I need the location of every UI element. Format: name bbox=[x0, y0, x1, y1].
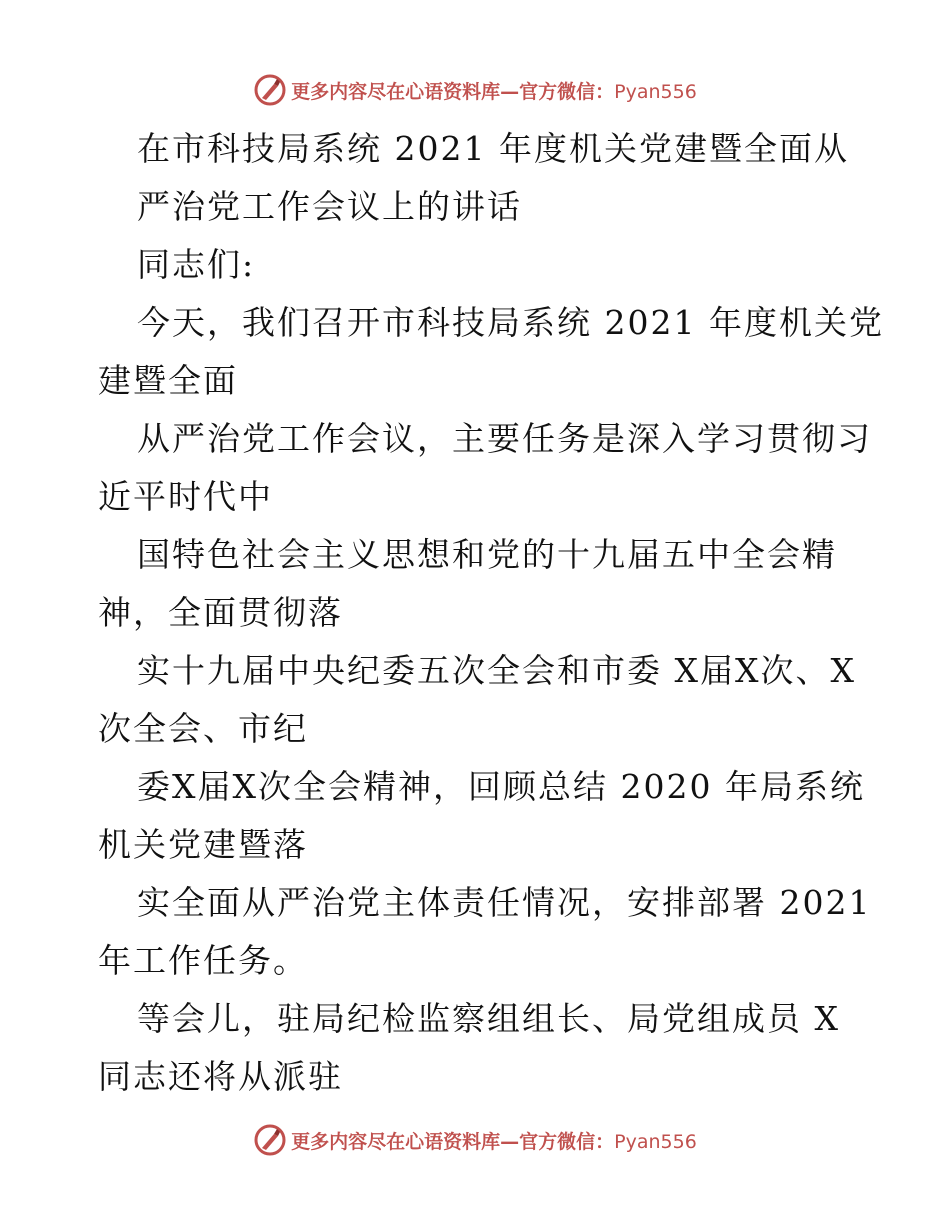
paragraph-line: 近平时代中 bbox=[98, 477, 273, 516]
pen-logo-icon bbox=[253, 73, 287, 107]
paragraph-line: 建暨全面 bbox=[98, 361, 238, 400]
paragraph-line: 等会儿，驻局纪检监察组组长、局党组成员 X bbox=[137, 999, 840, 1038]
paragraph-line: 今天，我们召开市科技局系统 2021 年度机关党 bbox=[137, 303, 884, 342]
paragraph-line: 机关党建暨落 bbox=[98, 825, 308, 864]
paragraph-line: 年工作任务。 bbox=[98, 941, 308, 980]
paragraph-line: 从严治党工作会议，主要任务是深入学习贯彻习 bbox=[137, 419, 872, 458]
banner-wechat-id: Pyan556 bbox=[614, 1130, 697, 1153]
header-banner bbox=[0, 70, 950, 110]
footer-banner bbox=[0, 1120, 950, 1160]
pen-logo-icon bbox=[253, 1123, 287, 1157]
banner-wechat-id: Pyan556 bbox=[614, 80, 697, 103]
salutation: 同志们: bbox=[137, 245, 256, 284]
paragraph-line: 同志还将从派驻 bbox=[98, 1057, 343, 1096]
banner-text: 更多内容尽在心语资料库—官方微信：Pyan556 bbox=[291, 80, 697, 103]
paragraph-line: 次全会、市纪 bbox=[98, 709, 308, 748]
paragraph-line: 神，全面贯彻落 bbox=[98, 593, 343, 632]
title-line-2: 严治党工作会议上的讲话 bbox=[137, 187, 522, 226]
paragraph-line: 实十九届中央纪委五次全会和市委 X届X次、X bbox=[137, 651, 856, 690]
paragraph-line: 委X届X次全会精神，回顾总结 2020 年局系统 bbox=[137, 767, 865, 806]
paragraph-line: 实全面从严治党主体责任情况，安排部署 2021 bbox=[137, 883, 872, 922]
title-line-1: 在市科技局系统 2021 年度机关党建暨全面从 bbox=[137, 129, 849, 168]
banner-text: 更多内容尽在心语资料库—官方微信：Pyan556 bbox=[291, 1130, 697, 1153]
paragraph-line: 国特色社会主义思想和党的十九届五中全会精 bbox=[137, 535, 837, 574]
